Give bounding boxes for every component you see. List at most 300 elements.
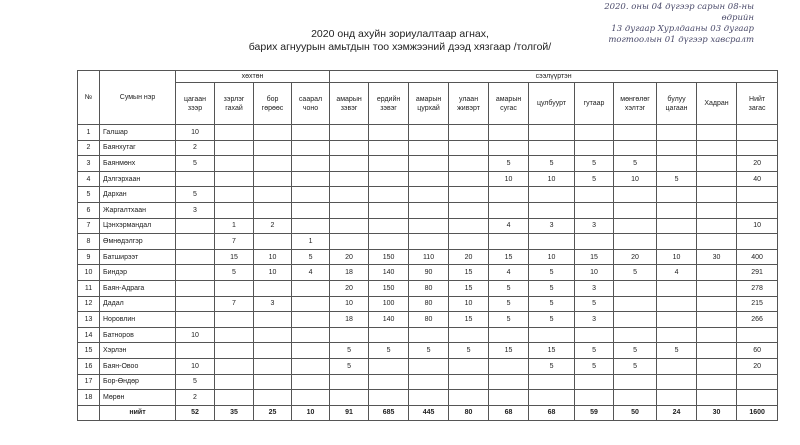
quota-cell: 20	[614, 249, 657, 265]
quota-cell: 20	[449, 249, 489, 265]
column-header	[254, 83, 292, 125]
quota-cell	[657, 280, 697, 296]
quota-cell	[330, 374, 369, 390]
row-total-cell: 291	[737, 265, 778, 281]
quota-cell	[369, 218, 409, 234]
row-total-cell: 278	[737, 280, 778, 296]
totals-cell: 91	[330, 405, 369, 421]
quota-cell: 10	[254, 265, 292, 281]
quota-cell	[575, 374, 614, 390]
quota-cell	[330, 327, 369, 343]
soum-name: Батширээт	[100, 249, 176, 265]
soum-name: Баянхутаг	[100, 140, 176, 156]
quota-cell	[657, 296, 697, 312]
column-header-line: Нийт	[749, 95, 766, 103]
quota-cell: 3	[575, 218, 614, 234]
row-number: 18	[78, 390, 100, 406]
quota-cell: 140	[369, 265, 409, 281]
totals-cell: 10	[292, 405, 330, 421]
quota-cell	[330, 171, 369, 187]
quota-cell: 20	[330, 249, 369, 265]
header-name: Сумын нэр	[100, 71, 176, 125]
quota-cell	[697, 171, 737, 187]
column-header-line: цагаан	[184, 95, 206, 103]
row-total-cell: 400	[737, 249, 778, 265]
quota-cell	[614, 312, 657, 328]
quota-cell	[292, 343, 330, 359]
totals-cell: 80	[449, 405, 489, 421]
note-line: 2020. оны 04 дүгээр сарын 08-ны өдрийн	[604, 2, 754, 23]
quota-cell	[330, 234, 369, 250]
quota-cell	[292, 125, 330, 141]
header-group-mammals: хөхтөн	[176, 71, 330, 83]
quota-cell	[215, 156, 254, 172]
quota-cell: 3	[575, 280, 614, 296]
quota-cell	[529, 125, 575, 141]
quota-cell	[292, 280, 330, 296]
column-header-line: Хадран	[704, 100, 729, 107]
quota-cell	[292, 374, 330, 390]
quota-cell: 15	[575, 249, 614, 265]
table-row	[78, 187, 778, 203]
quota-cell	[614, 202, 657, 218]
quota-cell: 150	[369, 280, 409, 296]
quota-cell	[449, 374, 489, 390]
row-number: 1	[78, 125, 100, 141]
quota-cell	[697, 312, 737, 328]
quota-cell: 15	[489, 343, 529, 359]
row-number: 11	[78, 280, 100, 296]
quota-cell	[176, 249, 215, 265]
quota-cell	[369, 327, 409, 343]
column-header	[614, 83, 657, 125]
quota-cell	[330, 218, 369, 234]
row-number: 15	[78, 343, 100, 359]
column-header	[215, 83, 254, 125]
table-row	[78, 343, 778, 359]
quota-cell	[575, 390, 614, 406]
table-row	[78, 374, 778, 390]
column-header-line: зээр	[187, 104, 203, 112]
note-line: 13 дугаар Хурлдааны 03 дугаар	[611, 24, 754, 34]
quota-cell: 10	[657, 249, 697, 265]
quota-cell	[409, 187, 449, 203]
table-row	[78, 140, 778, 156]
totals-cell: 50	[614, 405, 657, 421]
quota-cell: 90	[409, 265, 449, 281]
quota-cell	[575, 202, 614, 218]
quota-cell	[369, 125, 409, 141]
quota-cell	[449, 358, 489, 374]
column-header	[409, 83, 449, 125]
quota-cell	[614, 327, 657, 343]
quota-cell	[489, 390, 529, 406]
quota-cell: 10	[489, 171, 529, 187]
quota-cell	[369, 234, 409, 250]
row-number: 14	[78, 327, 100, 343]
quota-cell	[176, 171, 215, 187]
quota-cell	[449, 125, 489, 141]
quota-cell	[697, 374, 737, 390]
quota-cell	[176, 234, 215, 250]
quota-cell: 4	[489, 218, 529, 234]
quota-cell	[254, 374, 292, 390]
document-title	[0, 28, 800, 54]
quota-cell	[215, 374, 254, 390]
column-header-line: гөрөөс	[261, 104, 284, 112]
row-number: 16	[78, 358, 100, 374]
quota-cell: 15	[489, 249, 529, 265]
quota-cell	[330, 390, 369, 406]
quota-cell	[292, 358, 330, 374]
quota-cell	[215, 202, 254, 218]
column-header-line: чоно	[302, 104, 319, 112]
quota-cell	[575, 187, 614, 203]
quota-cell: 15	[215, 249, 254, 265]
quota-cell	[614, 280, 657, 296]
quota-cell	[657, 327, 697, 343]
quota-cell	[215, 327, 254, 343]
quota-cell: 5	[575, 343, 614, 359]
quota-cell: 5	[614, 343, 657, 359]
totals-empty-cell	[78, 405, 100, 421]
soum-name: Дэлгэрхаан	[100, 171, 176, 187]
quota-cell	[614, 296, 657, 312]
quota-cell	[489, 358, 529, 374]
quota-cell	[369, 358, 409, 374]
quota-cell	[449, 390, 489, 406]
quota-cell	[657, 312, 697, 328]
quota-cell	[292, 218, 330, 234]
quota-cell	[409, 234, 449, 250]
quota-cell	[292, 390, 330, 406]
column-header-line: амарын	[336, 95, 362, 103]
quota-cell	[215, 187, 254, 203]
column-header	[529, 83, 575, 125]
table-row	[78, 327, 778, 343]
quota-cell: 10	[575, 265, 614, 281]
table-row	[78, 296, 778, 312]
quota-cell	[575, 234, 614, 250]
soum-name: Батноров	[100, 327, 176, 343]
row-total-cell: 10	[737, 218, 778, 234]
quota-cell: 5	[529, 312, 575, 328]
quota-cell	[449, 202, 489, 218]
quota-cell	[489, 125, 529, 141]
column-header-line: цулбуурт	[536, 100, 567, 107]
quota-cell	[449, 156, 489, 172]
quota-cell	[215, 390, 254, 406]
row-total-cell: 60	[737, 343, 778, 359]
quota-cell	[369, 374, 409, 390]
table-row	[78, 265, 778, 281]
row-total-cell	[737, 390, 778, 406]
row-number: 10	[78, 265, 100, 281]
column-header	[697, 83, 737, 125]
quota-cell: 5	[449, 343, 489, 359]
column-header-total	[737, 83, 778, 125]
quota-cell	[575, 140, 614, 156]
quota-cell: 10	[529, 171, 575, 187]
quota-cell: 5	[176, 156, 215, 172]
quota-cell	[529, 327, 575, 343]
quota-cell	[369, 156, 409, 172]
soum-name: Дархан	[100, 187, 176, 203]
quota-cell: 3	[529, 218, 575, 234]
quota-cell: 5	[489, 312, 529, 328]
quota-cell: 5	[575, 296, 614, 312]
quota-cell	[657, 390, 697, 406]
quota-cell	[449, 327, 489, 343]
quota-cell	[254, 390, 292, 406]
quota-cell	[697, 280, 737, 296]
table-row	[78, 312, 778, 328]
table-row	[78, 171, 778, 187]
column-header-line: зэвэг	[380, 104, 397, 112]
quota-cell	[292, 327, 330, 343]
quota-cell	[449, 187, 489, 203]
quota-cell: 4	[292, 265, 330, 281]
quota-cell	[292, 296, 330, 312]
quota-cell	[254, 125, 292, 141]
soum-name: Галшар	[100, 125, 176, 141]
row-number: 7	[78, 218, 100, 234]
soum-name: Хэрлэн	[100, 343, 176, 359]
quota-cell	[449, 140, 489, 156]
quota-cell: 18	[330, 265, 369, 281]
table-row	[78, 202, 778, 218]
quota-cell: 10	[529, 249, 575, 265]
soum-name: Биндэр	[100, 265, 176, 281]
column-header-line: амарын	[495, 95, 522, 103]
soum-name: Баянмөнх	[100, 156, 176, 172]
quota-cell	[697, 390, 737, 406]
row-number: 12	[78, 296, 100, 312]
table-row	[78, 234, 778, 250]
totals-cell: 52	[176, 405, 215, 421]
quota-cell	[529, 390, 575, 406]
quota-cell	[614, 140, 657, 156]
note-line: тогтоолын 01 дүгээр хавсралт	[608, 35, 754, 45]
quota-cell: 5	[215, 265, 254, 281]
quota-cell	[529, 140, 575, 156]
row-total-cell: 40	[737, 171, 778, 187]
quota-cell: 100	[369, 296, 409, 312]
column-header	[489, 83, 529, 125]
quota-cell	[697, 125, 737, 141]
quota-cell: 80	[409, 296, 449, 312]
quota-cell	[254, 280, 292, 296]
column-header-line: саарал	[298, 95, 323, 103]
quota-cell	[449, 234, 489, 250]
column-header-line: зэрлэг	[223, 95, 245, 103]
quota-cell	[409, 358, 449, 374]
quota-cell	[215, 140, 254, 156]
quota-cell	[489, 374, 529, 390]
quota-cell: 10	[449, 296, 489, 312]
quota-cell	[489, 327, 529, 343]
column-header-line: булуу	[667, 95, 686, 103]
quota-cell: 30	[697, 249, 737, 265]
quota-cell: 5	[369, 343, 409, 359]
quota-cell: 5	[657, 171, 697, 187]
row-number: 5	[78, 187, 100, 203]
column-header	[369, 83, 409, 125]
quota-cell	[292, 202, 330, 218]
quota-cell	[254, 202, 292, 218]
quota-cell	[176, 280, 215, 296]
quota-cell	[215, 171, 254, 187]
quota-cell	[657, 202, 697, 218]
row-total-cell	[737, 234, 778, 250]
quota-cell: 10	[614, 171, 657, 187]
quota-cell	[292, 187, 330, 203]
row-total-cell	[737, 374, 778, 390]
quota-cell	[292, 156, 330, 172]
quota-cell: 5	[657, 343, 697, 359]
column-header-line: загас	[748, 104, 766, 112]
quota-cell	[254, 187, 292, 203]
column-header-line: сугас	[500, 104, 517, 112]
quota-cell	[330, 202, 369, 218]
quota-cell	[489, 140, 529, 156]
quota-cell	[529, 374, 575, 390]
quota-cell	[254, 343, 292, 359]
column-header-line: живэрт	[457, 104, 480, 112]
grand-total-cell: 1600	[737, 405, 778, 421]
quota-cell: 1	[292, 234, 330, 250]
totals-cell: 24	[657, 405, 697, 421]
quota-cell	[176, 218, 215, 234]
column-header	[292, 83, 330, 125]
quota-cell	[409, 125, 449, 141]
quota-cell	[215, 125, 254, 141]
column-header	[575, 83, 614, 125]
quota-cell	[330, 140, 369, 156]
quota-cell	[254, 312, 292, 328]
column-header-line: гутаар	[583, 100, 605, 107]
quota-cell	[575, 327, 614, 343]
quota-cell: 3	[575, 312, 614, 328]
column-header-line: гахай	[225, 104, 243, 112]
quota-cell	[409, 156, 449, 172]
totals-label: нийт	[100, 405, 176, 421]
column-header	[330, 83, 369, 125]
totals-cell: 445	[409, 405, 449, 421]
column-header-line: цурхай	[417, 104, 440, 112]
soum-name: Цэнхэрмандал	[100, 218, 176, 234]
quota-cell: 10	[176, 327, 215, 343]
table-row	[78, 249, 778, 265]
quota-cell: 18	[330, 312, 369, 328]
quota-cell: 5	[575, 358, 614, 374]
quota-cell	[254, 140, 292, 156]
title-line: барих агнуурын амьтдын тоо хэмжээний дээд хязгаар /толгой/	[248, 41, 552, 53]
row-total-cell: 20	[737, 156, 778, 172]
quota-cell	[254, 358, 292, 374]
quota-cell: 80	[409, 280, 449, 296]
quota-cell	[529, 234, 575, 250]
quota-cell	[292, 140, 330, 156]
quota-cell: 15	[529, 343, 575, 359]
header-group-birds: сээлүүртэн	[330, 71, 778, 83]
quota-cell	[614, 390, 657, 406]
quota-cell	[697, 202, 737, 218]
quota-cell	[409, 140, 449, 156]
soum-name: Бор-Өндөр	[100, 374, 176, 390]
quota-cell	[330, 156, 369, 172]
table-row	[78, 156, 778, 172]
column-header-line: амарын	[415, 95, 442, 103]
quota-cell: 5	[489, 296, 529, 312]
totals-cell: 685	[369, 405, 409, 421]
totals-cell: 59	[575, 405, 614, 421]
quota-table	[77, 70, 778, 421]
quota-cell	[614, 187, 657, 203]
quota-cell	[614, 218, 657, 234]
quota-cell: 10	[176, 125, 215, 141]
quota-cell	[409, 327, 449, 343]
quota-cell: 5	[330, 343, 369, 359]
row-number: 8	[78, 234, 100, 250]
quota-cell: 7	[215, 296, 254, 312]
quota-cell	[215, 312, 254, 328]
quota-cell: 5	[292, 249, 330, 265]
quota-cell	[409, 374, 449, 390]
quota-cell	[254, 234, 292, 250]
totals-row	[78, 405, 778, 421]
quota-cell	[449, 218, 489, 234]
quota-cell	[369, 187, 409, 203]
row-total-cell	[737, 327, 778, 343]
quota-cell: 5	[176, 187, 215, 203]
quota-cell: 15	[449, 312, 489, 328]
column-header-line: бор	[266, 95, 279, 103]
row-total-cell	[737, 125, 778, 141]
quota-cell	[697, 343, 737, 359]
quota-cell	[657, 125, 697, 141]
quota-cell	[697, 358, 737, 374]
quota-cell: 5	[529, 296, 575, 312]
quota-cell: 5	[529, 156, 575, 172]
quota-cell: 10	[176, 358, 215, 374]
quota-cell	[215, 343, 254, 359]
quota-cell: 5	[529, 265, 575, 281]
row-total-cell: 215	[737, 296, 778, 312]
table-row	[78, 390, 778, 406]
row-total-cell	[737, 140, 778, 156]
quota-cell	[176, 296, 215, 312]
quota-cell: 5	[614, 265, 657, 281]
quota-cell: 5	[575, 156, 614, 172]
header-num: №	[78, 71, 100, 125]
quota-cell: 10	[330, 296, 369, 312]
quota-cell	[254, 156, 292, 172]
quota-cell: 2	[254, 218, 292, 234]
quota-cell: 110	[409, 249, 449, 265]
quota-cell	[657, 374, 697, 390]
quota-cell	[614, 234, 657, 250]
soum-name: Дадал	[100, 296, 176, 312]
quota-cell: 5	[614, 156, 657, 172]
quota-cell: 15	[449, 265, 489, 281]
quota-cell	[697, 296, 737, 312]
quota-cell: 140	[369, 312, 409, 328]
quota-cell	[215, 358, 254, 374]
column-header-line: цагаан	[665, 104, 688, 112]
quota-cell	[369, 140, 409, 156]
quota-cell	[529, 187, 575, 203]
